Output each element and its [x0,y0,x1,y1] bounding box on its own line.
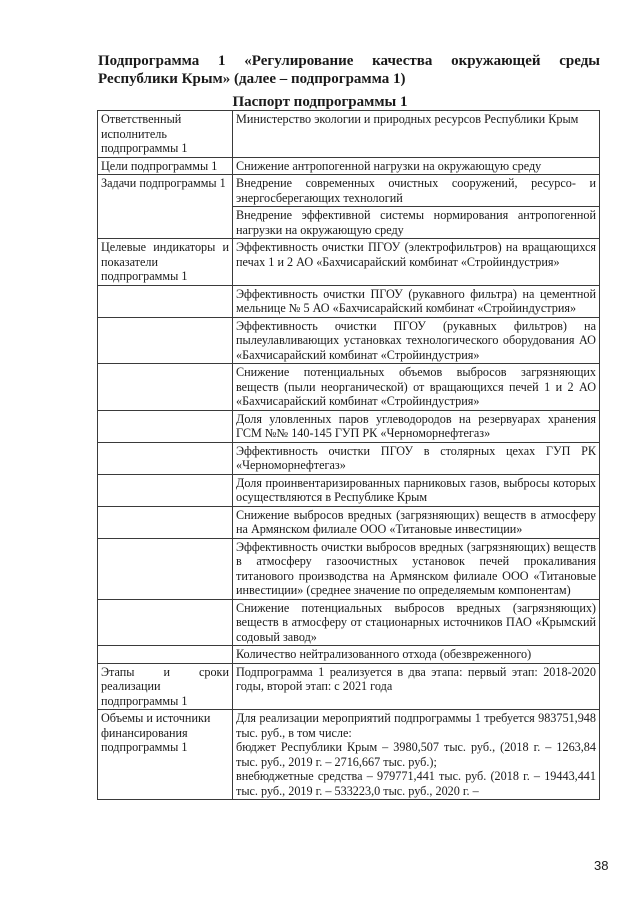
indicator-item: Эффективность очистки ПГОУ (рукавного фильтра) на цементной мельнице № 5 АО «Бахчисарайский комбинат «Стройиндустрия» [233,285,600,317]
empty-cell [98,317,233,364]
indicator-item: Снижение потенциальных выбросов вредных (загрязняющих) веществ в атмосферу от стационарных источников ПАО «Крымский содовый завод» [233,599,600,646]
task-item: Внедрение эффективной системы нормирования антропогенной нагрузки на окружающую среду [233,207,600,239]
empty-cell [98,538,233,599]
passport-table [97,110,600,800]
table-row [98,239,600,286]
passport-heading: Паспорт подпрограммы 1 [232,94,408,110]
goals-value: Снижение антропогенной нагрузки на окружающую среду [233,157,600,175]
indicator-item: Эффективность очистки ПГОУ (рукавных фильтров) на пылеулавливающих установках технологического оборудования АО «Бахчисарайский комбинат «Стройиндустрия» [233,317,600,364]
subprogram-title: Подпрограмма 1 «Регулирование качества окружающей среды Республики Крым» (далее – подпрограмма 1) [98,53,600,87]
tasks-label: Задачи подпрограммы 1 [98,175,233,239]
empty-cell [98,599,233,646]
table-row [98,506,600,538]
indicator-item: Эффективность очистки ПГОУ (электрофильтров) на вращающихся печах 1 и 2 АО «Бахчисарайский комбинат «Стройиндустрия» [233,239,600,286]
indicator-item: Количество нейтрализованного отхода (обезвреженного) [233,646,600,664]
funding-line: бюджет Республики Крым – 3980,507 тыс. руб., (2018 г. – 1263,84 тыс. руб., 2019 г. – 2716,667 тыс. руб.); [236,740,596,769]
goals-label: Цели подпрограммы 1 [98,157,233,175]
table-row [98,157,600,175]
empty-cell [98,285,233,317]
stages-label: Этапы и сроки реализации подпрограммы 1 [98,663,233,710]
table-row [98,364,600,411]
funding-line: внебюджетные средства – 979771,441 тыс. руб. (2018 г. – 19443,441 тыс. руб., 2019 г. – 533223,0 тыс. руб., 2020 г. – [236,769,596,798]
table-row [98,175,600,207]
empty-cell [98,410,233,442]
table-row [98,317,600,364]
table-row [98,663,600,710]
funding-line: Для реализации мероприятий подпрограммы 1 требуется 983751,948 тыс. руб., в том числе: [236,711,596,740]
indicators-label: Целевые индикаторы и показатели подпрограммы 1 [98,239,233,286]
funding-value [233,710,600,800]
indicator-item: Эффективность очистки выбросов вредных (загрязняющих) веществ в атмосферу газоочистных установок печей прокаливания титанового производства на Армянском филиале ООО «Титановые инвестиции» (среднее значение по определяемым компонентам) [233,538,600,599]
funding-label: Объемы и источники финансирования подпрограммы 1 [98,710,233,800]
task-item: Внедрение современных очистных сооружений, ресурсо- и энергосберегающих технологий [233,175,600,207]
table-row [98,111,600,158]
table-row [98,710,600,800]
table-row [98,442,600,474]
empty-cell [98,474,233,506]
empty-cell [98,646,233,664]
page-number: 38 [594,858,609,873]
stages-value: Подпрограмма 1 реализуется в два этапа: первый этап: 2018-2020 годы, второй этап: с 2021 года [233,663,600,710]
table-row [98,474,600,506]
empty-cell [98,506,233,538]
indicator-item: Снижение потенциальных объемов выбросов загрязняющих веществ (пыли неорганической) от вращающихся печей 1 и 2 АО «Бахчисарайский комбинат «Стройиндустрия» [233,364,600,411]
responsible-label: Ответственный исполнитель подпрограммы 1 [98,111,233,158]
indicator-item: Эффективность очистки ПГОУ в столярных цехах ГУП РК «Черноморнефтегаз» [233,442,600,474]
responsible-value: Министерство экологии и природных ресурсов Республики Крым [233,111,600,158]
indicator-item: Доля уловленных паров углеводородов на резервуарах хранения ГСМ №№ 140-145 ГУП РК «Черноморнефтегаз» [233,410,600,442]
table-row [98,646,600,664]
table-row [98,285,600,317]
table-row [98,410,600,442]
empty-cell [98,364,233,411]
empty-cell [98,442,233,474]
indicator-item: Снижение выбросов вредных (загрязняющих) веществ в атмосферу на Армянском филиале ООО «Титановые инвестиции» [233,506,600,538]
table-row [98,599,600,646]
indicator-item: Доля проинвентаризированных парниковых газов, выбросы которых осуществляются в Республике Крым [233,474,600,506]
table-row [98,538,600,599]
